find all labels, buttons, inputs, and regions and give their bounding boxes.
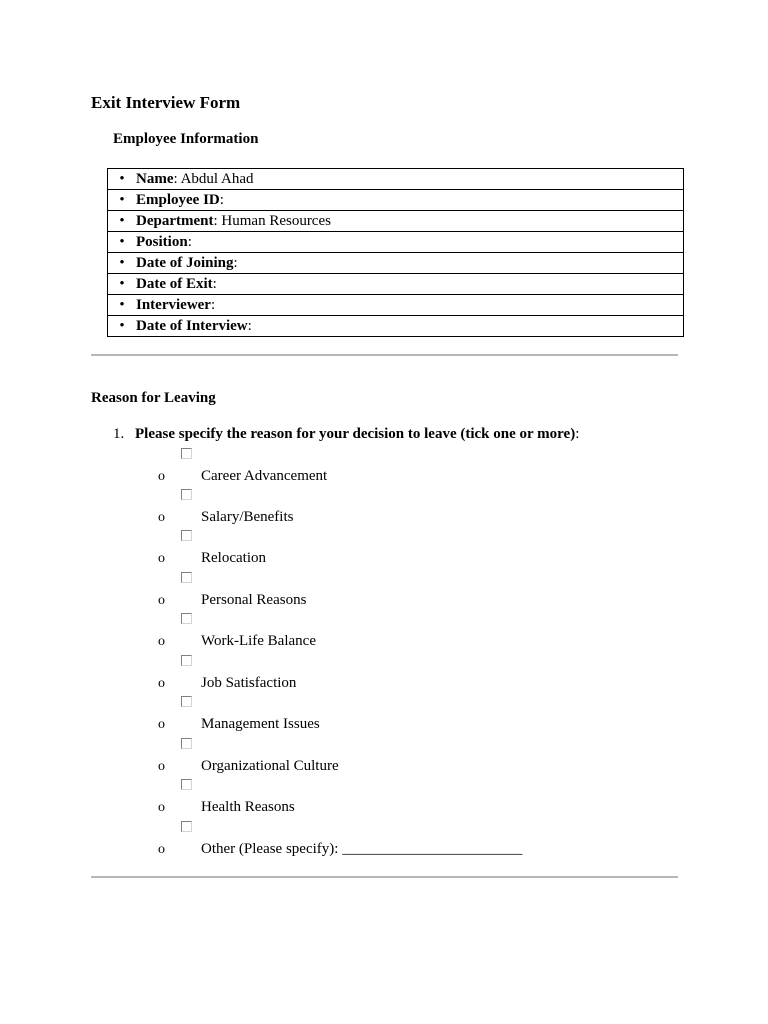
bullet-icon: • [119,318,125,334]
field-label-position: Position [136,234,188,250]
field-label-date-of-exit: Date of Exit [136,276,213,292]
checkbox-management-issues[interactable] [181,696,192,707]
bullet-icon: • [119,276,125,292]
list-item [158,448,658,488]
field-label-employee-id: Employee ID [136,192,220,208]
option-bullet: o [158,717,165,732]
list-item [158,530,658,570]
section-divider [91,354,678,356]
table-row: • Employee ID: [108,190,684,211]
field-label-department: Department [136,213,214,229]
list-item [158,572,658,612]
bullet-icon: • [119,255,125,271]
table-row: • Date of Joining: [108,253,684,274]
option-bullet: o [158,551,165,566]
checkbox-organizational-culture[interactable] [181,738,192,749]
option-bullet: o [158,469,165,484]
bullet-icon: • [119,213,125,229]
table-row: • Position: [108,232,684,253]
checkbox-other[interactable] [181,821,192,832]
bullet-icon: • [119,192,125,208]
option-label: Job Satisfaction [201,675,297,691]
list-item [158,489,658,529]
option-label: Career Advancement [201,468,328,484]
bullet-icon: • [119,234,125,250]
option-bullet: o [158,759,165,774]
option-label: Health Reasons [201,799,295,815]
option-label: Work-Life Balance [201,633,316,649]
reason-question [113,426,579,443]
checkbox-career-advancement[interactable] [181,448,192,459]
field-label-name: Name [136,171,174,187]
table-row: • Interviewer: [108,295,684,316]
field-label-interviewer: Interviewer [136,297,211,313]
field-value-department: Human Resources [221,213,331,229]
field-label-date-of-joining: Date of Joining [136,255,234,271]
employee-info-table [107,168,684,337]
option-label: Management Issues [201,716,320,732]
bullet-icon: • [119,297,125,313]
option-label: Personal Reasons [201,592,307,608]
checkbox-personal-reasons[interactable] [181,572,192,583]
bullet-icon: • [119,171,125,187]
list-item [158,821,658,861]
field-value-name: Abdul Ahad [180,171,254,187]
option-label: Salary/Benefits [201,509,294,525]
checkbox-work-life-balance[interactable] [181,613,192,624]
list-item [158,779,658,819]
option-bullet: o [158,593,165,608]
employee-info-heading: Employee Information [113,131,259,147]
option-bullet: o [158,676,165,691]
list-item [158,613,658,653]
checkbox-health-reasons[interactable] [181,779,192,790]
form-title: Exit Interview Form [91,93,241,112]
option-bullet: o [158,634,165,649]
table-row: • Name: Abdul Ahad [108,169,684,190]
field-label-date-of-interview: Date of Interview [136,318,248,334]
table-row: • Date of Exit: [108,274,684,295]
list-item [158,655,658,695]
reason-heading: Reason for Leaving [91,390,216,406]
checkbox-relocation[interactable] [181,530,192,541]
question-suffix: : [575,426,580,442]
checkbox-job-satisfaction[interactable] [181,655,192,666]
option-bullet: o [158,842,165,857]
option-bullet: o [158,510,165,525]
table-row: • Department: Human Resources [108,211,684,232]
question-text: Please specify the reason for your decision to leave (tick one or more) [135,426,576,442]
option-label: Relocation [201,550,266,566]
checkbox-salary-benefits[interactable] [181,489,192,500]
option-bullet: o [158,800,165,815]
list-item [158,696,658,736]
list-item [158,738,658,778]
question-number: 1. [113,426,125,442]
section-divider [91,876,678,878]
option-label: Organizational Culture [201,758,339,774]
table-row: • Date of Interview: [108,316,684,337]
option-label-other: Other (Please specify): ________________________ [201,841,523,857]
